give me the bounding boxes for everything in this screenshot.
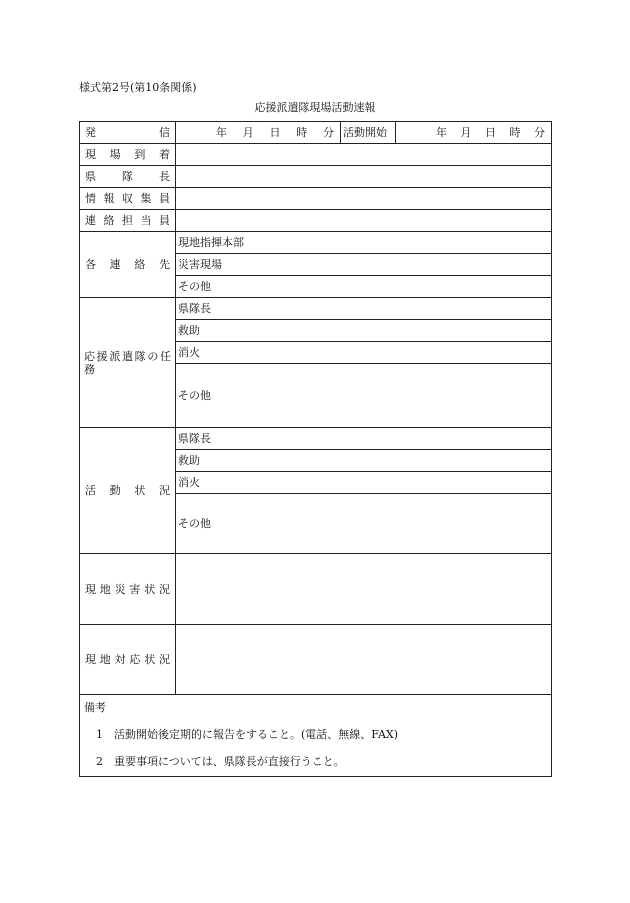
contacts-item[interactable]: 現地指揮本部	[176, 232, 552, 254]
local-response-row	[80, 625, 552, 695]
remarks-heading: 備考	[84, 701, 106, 714]
mission-item[interactable]: 消火	[176, 342, 552, 364]
liaison-label: 連絡担当員	[80, 210, 176, 232]
report-form-table	[79, 121, 552, 777]
remarks-item: 1 活動開始後定期的に報告をすること。(電話、無線、FAX)	[96, 728, 399, 741]
prefecture-captain-label: 県 隊 長	[80, 166, 176, 188]
unit-month: 月	[460, 126, 472, 139]
site-arrival-label: 現場到着	[80, 144, 176, 166]
contacts-label: 各連絡先	[80, 232, 176, 298]
activity-start-label: 活動開始	[341, 122, 396, 144]
local-disaster-field[interactable]	[176, 554, 552, 625]
unit-year: 年	[436, 126, 447, 139]
form-title: 応援派遣隊現場活動速報	[254, 101, 376, 114]
info-collector-label: 情報収集員	[80, 188, 176, 210]
remarks-item: 2 重要事項については、県隊長が直接行うこと。	[96, 755, 345, 768]
status-item[interactable]: その他	[176, 494, 552, 554]
unit-day: 日	[269, 126, 281, 139]
send-label: 発 信	[80, 122, 176, 144]
contacts-item[interactable]: その他	[176, 276, 552, 298]
unit-minute: 分	[323, 126, 334, 139]
send-row	[80, 122, 552, 144]
status-item[interactable]: 救助	[176, 450, 552, 472]
local-response-field[interactable]	[176, 625, 552, 695]
unit-hour: 時	[509, 126, 521, 139]
form-number: 様式第2号(第10条関係)	[79, 81, 197, 94]
activity-status-label: 活動状況	[80, 428, 176, 554]
unit-minute: 分	[534, 126, 545, 139]
prefecture-captain-row	[80, 166, 552, 188]
remarks-row	[80, 695, 552, 777]
site-arrival-field[interactable]	[176, 144, 552, 166]
mission-item[interactable]: 県隊長	[176, 298, 552, 320]
info-collector-field[interactable]	[176, 188, 552, 210]
mission-label: 応援派遣隊の任務	[80, 298, 176, 428]
unit-day: 日	[485, 126, 496, 139]
mission-item[interactable]: 救助	[176, 320, 552, 342]
local-response-label: 現地対応状況	[80, 625, 176, 695]
prefecture-captain-field[interactable]	[176, 166, 552, 188]
unit-hour: 時	[296, 126, 308, 139]
mission-row	[80, 298, 552, 320]
site-arrival-row	[80, 144, 552, 166]
local-disaster-label: 現地災害状況	[80, 554, 176, 625]
status-item[interactable]: 消火	[176, 472, 552, 494]
send-datetime-field[interactable]	[176, 122, 341, 144]
unit-year: 年	[216, 126, 227, 139]
mission-item[interactable]: その他	[176, 364, 552, 428]
activity-start-datetime-field[interactable]	[396, 122, 552, 144]
remarks-cell	[80, 695, 552, 777]
liaison-field[interactable]	[176, 210, 552, 232]
local-disaster-row	[80, 554, 552, 625]
info-collector-row	[80, 188, 552, 210]
contacts-item[interactable]: 災害現場	[176, 254, 552, 276]
unit-month: 月	[242, 126, 254, 139]
liaison-row	[80, 210, 552, 232]
contacts-row	[80, 232, 552, 254]
status-row	[80, 428, 552, 450]
status-item[interactable]: 県隊長	[176, 428, 552, 450]
